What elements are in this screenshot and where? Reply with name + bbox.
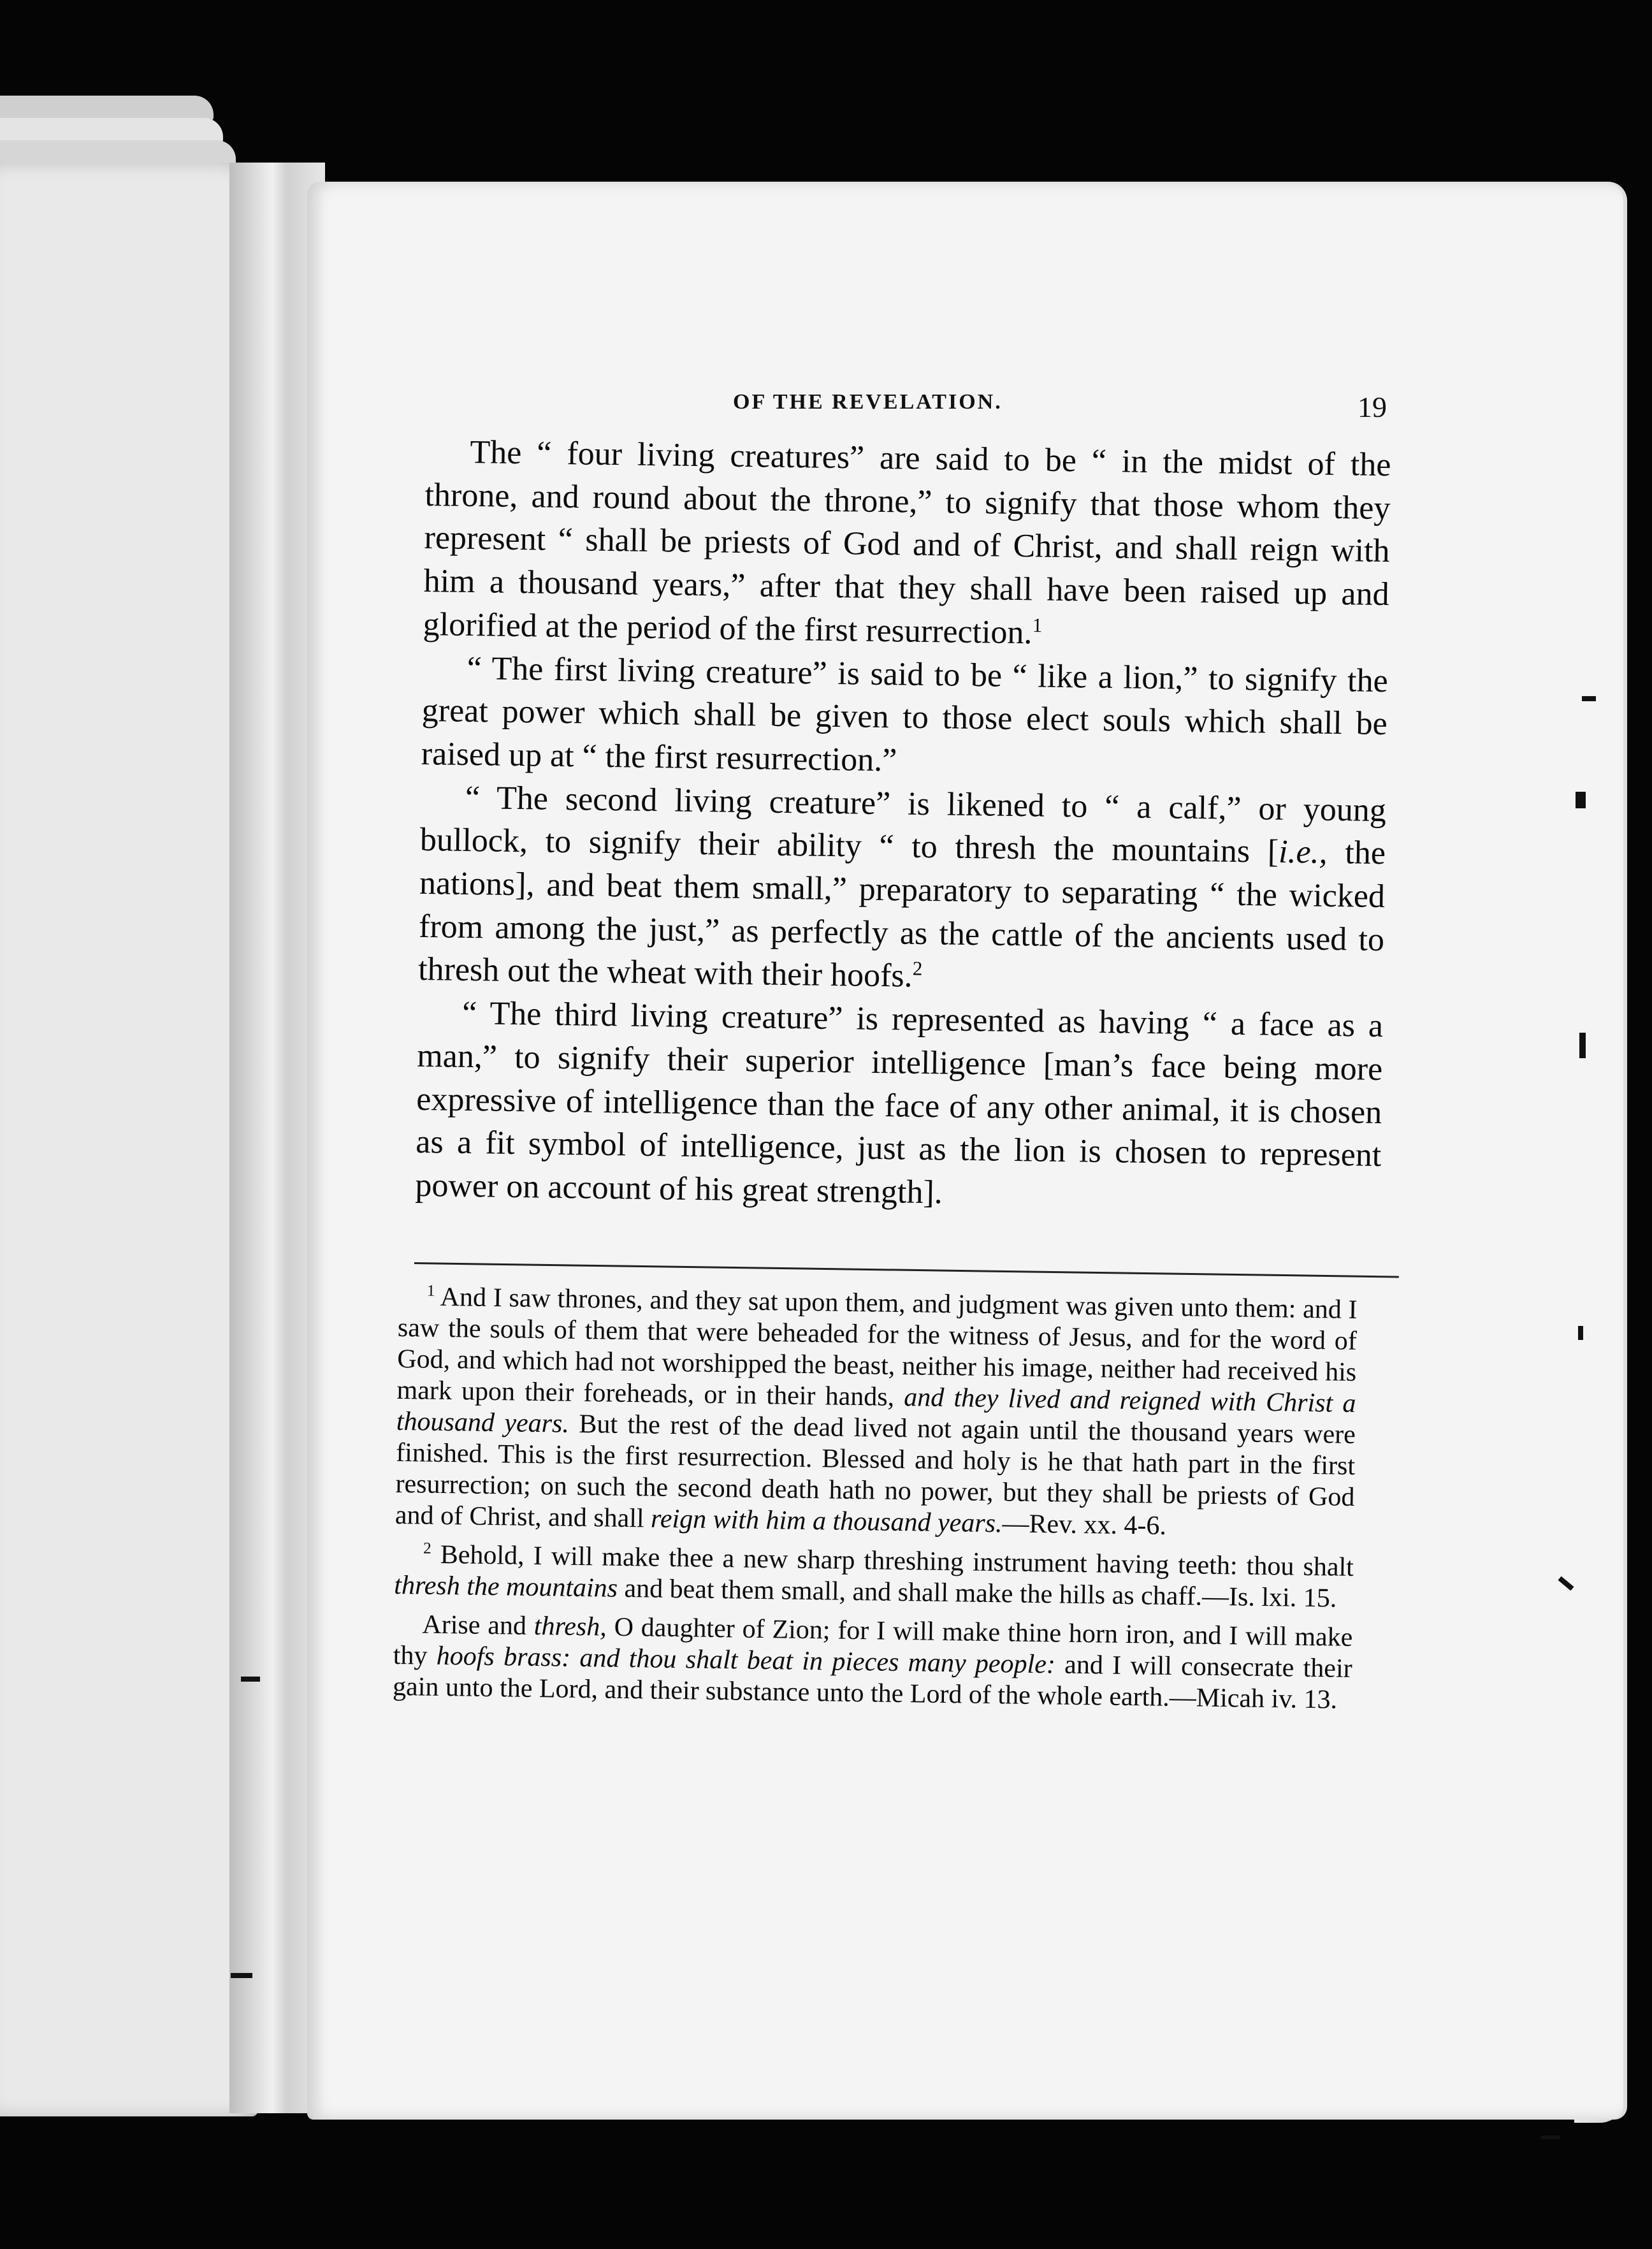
paragraph: The “ four living creatures” are said to be “ in the midst of the throne, and round about the throne,” to signify that those whom they represent “ shall be priests of God and of Christ, and shall reign with him a thousand years,” after that they shall have been raised up and glorified at the period of the first resurrection.$^1$ [423,433,1391,651]
footnote: $^2$ Behold, I will make thee a new sharp threshing instrument having teeth: thou shalt thresh the mountains and beat them small, and shall make the hills as chaff.—Is. lxi. 15. [394,1539,1354,1613]
footnote-ref: 1 [1032,613,1043,637]
paragraph: “ The first living creature” is said to be “ like a lion,” to signify the great power which shall be given to those elect souls which shall be raised up at “ the first resurrection.” [421,650,1389,779]
paragraph: “ The second living creature” is likened to “ a calf,” or young bullock, to signify their ability “ to thresh the mountains [i.e., the nations], and beat them small,” preparatory to separating “ the wicked from among the just,” as perfectly as the cattle of the ancients used to thresh out the wheat with their hoofs.$^2$ [417,779,1387,995]
running-head: OF THE REVELATION. [733,390,1003,414]
page-edge [0,96,214,121]
paragraph: “ The third living creature” is represented as having “ a face as a man,” to signify their superior intelligence [man’s face being more expressive of intelligence than the face of any other animal, it is chosen as a fit symbol of intelligence, just as the lion is chosen to represent power on account of his great strength]. [415,995,1384,1211]
footnotes [393,1281,1358,1716]
scan-mark [241,1677,260,1682]
scan-mark [1576,792,1586,808]
footnote: Arise and thresh, O daughter of Zion; for I will make thine horn iron, and I will make thy hoofs brass: and thou shalt beat in pieces many people: and I will consecrate their gain unto the Lord, and their substance unto the Lord of the whole earth.—Micah iv. 13. [392,1610,1353,1715]
page-number: 19 [1358,391,1387,423]
footnote: $^1$ And I saw thrones, and they sat upon them, and judgment was given unto them: and I saw the souls of them that were beheaded for the witness of Jesus, and for the word of God, and which had not worshipped the beast, neither his image, neither had received his mark upon their foreheads, or in their hands, and they lived and reigned with Christ a thousand years. But the rest of the dead lived not again until the thousand years were finished. This is the first resurrection. Blessed and holy is he that hath part in the first resurrection; on such the second death hath no power, but they shall be priests of God and of Christ, and shall reign with him a thousand years.—Rev. xx. 4-6. [395,1282,1358,1541]
scan-mark [231,1973,252,1978]
scan-mark [1579,1033,1586,1058]
footnote-ref: 2 [912,957,923,980]
left-page [0,163,258,2116]
page-edge [0,118,223,143]
scan-mark [1582,696,1596,701]
body-text [415,430,1391,1221]
scan-mark [1578,1326,1583,1340]
scan-mark [1541,2136,1560,2139]
